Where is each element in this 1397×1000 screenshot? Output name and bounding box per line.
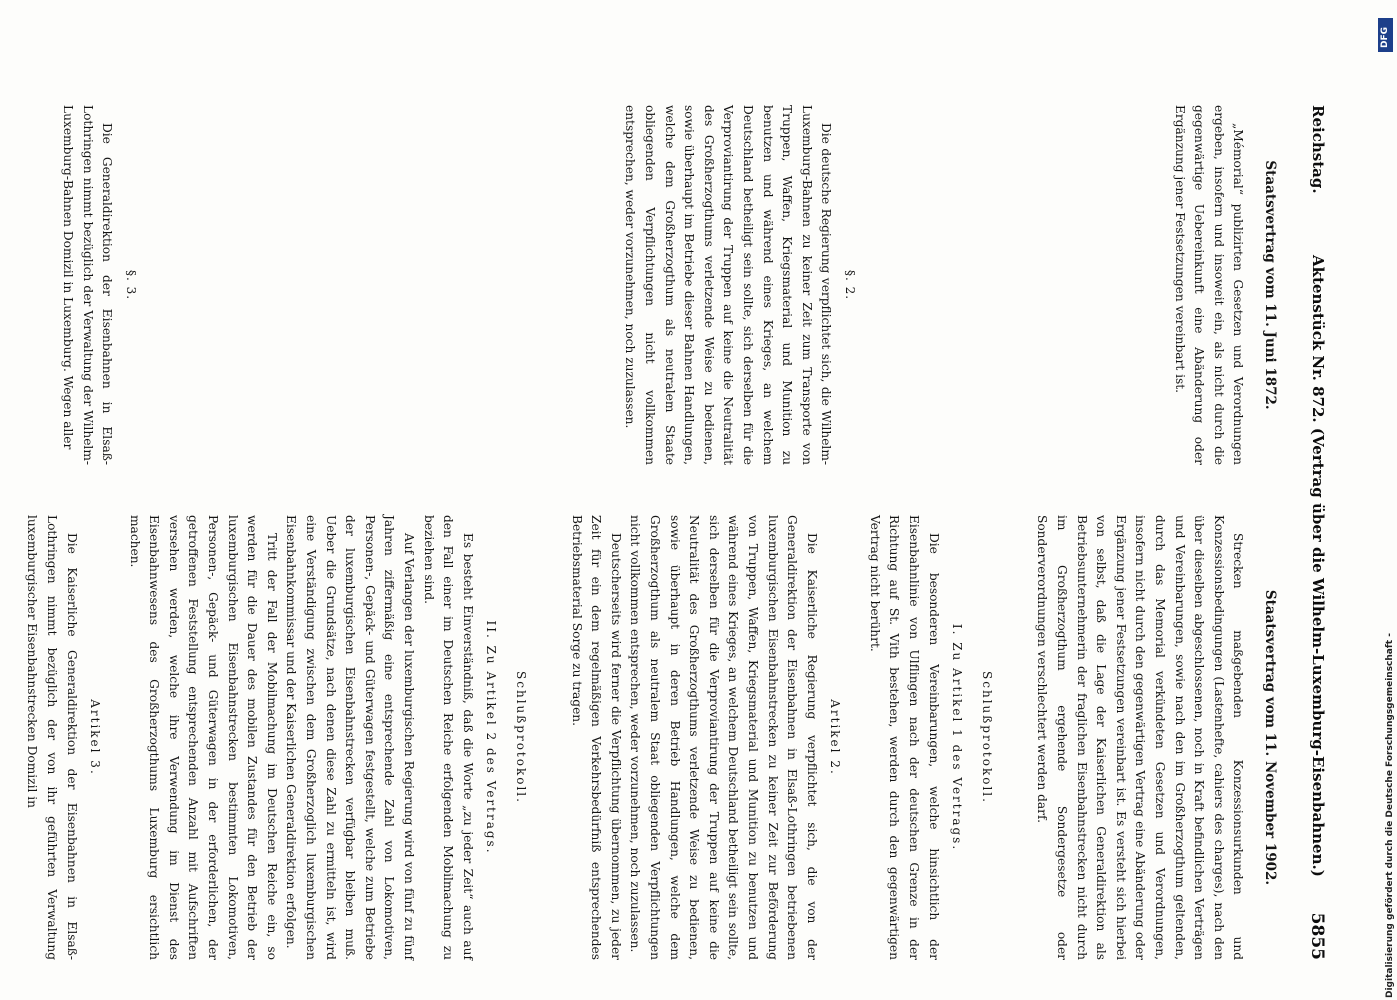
column-divider [85, 488, 1285, 489]
section-3-text: Die Generaldirektion der Eisenbahnen in Elsaß-Lothringen nimmt bezüglich der Verwaltung der Wilhelm-Luxemburg-Bahnen Domizil in Luxemburg. Wegen aller [61, 105, 115, 465]
dfg-stamp-text: Digitalisierung gefördert durch die Deutsche Forschungsgemeinschaft - [1385, 633, 1395, 998]
spacer [1006, 515, 1032, 960]
zu-artikel-1-heading: I. Zu Artikel 1 des Vertrags. [950, 623, 965, 852]
right-paragraph-7: Tritt der Fall der Mobilmachung im Deutschen Reiche ein, so werden für die Dauer des mobilen Zustandes für den Betrieb der luxemburgischen Eisenbahnstrecken bestimmten Lokomotiven, Personen-, Gepäck- und Güterwagen in der erforderlichen, der getroffenen Feststellung entsprechenden Anzahl mit Aufschriften versehen werden, welche ihre Verwendung im Dienst des Eisenbahnwesens des Großherzogthums Luxemburg ersichtlich machen. [127, 515, 279, 960]
right-column-title: Staatsvertrag vom 11. November 1902. [1262, 589, 1278, 886]
header-title: Aktenstück Nr. 872. (Vertrag über die Wilhelm-Luxemburg-Eisenbahnen.) [1309, 255, 1327, 877]
dfg-logo [1378, 18, 1393, 52]
spacer [114, 515, 124, 960]
section-2-heading: §. 2. [843, 269, 858, 301]
spacer [869, 105, 1169, 465]
spacer [150, 105, 620, 465]
protokoll-2-heading: Schlußprotokoll. [514, 671, 528, 804]
header-left: Reichstag. [1309, 105, 1327, 194]
spacer [854, 515, 864, 960]
section-2-text: Die deutsche Regierung verpflichtet sich, die Wilhelm-Luxemburg-Bahnen zu keiner Zeit zum Transporte von Truppen, Waffen, Kriegsmaterial und Munition zu benutzen und während eines Krieges, an welchem Deutschland betheiligt sein sollte, sich derselben für die Verproviantirung der Truppen auf keine die Neutralität des Großherzogthums verletzende Weise zu bedienen, sowie überhaupt im Betriebe dieser Bahnen Handlungen, welche dem Großherzogthum als neutralem Staate obliegenden Verpflichtungen nicht vollkommen entsprechen, weder vorzunehmen, noch zuzulassen. [623, 105, 834, 465]
artikel-3-heading: Artikel 3. [88, 699, 103, 776]
right-paragraph-8: Die Kaiserliche Generaldirektion der Eisenbahnen in Elsaß-Lothringen nimmt bezüglich der von ihr geführten Verwaltung luxemburgischer Eisenbahnstrecken Domizil in [25, 515, 79, 960]
dfg-stamp [1374, 8, 1396, 998]
page-header [1295, 105, 1335, 960]
right-paragraph-2: Die besonderen Vereinbarungen, welche hinsichtlich der Eisenbahnlinie von Ulflingen nach der deutschen Grenze in der Richtung auf St. Vith bestehen, werden durch den gegenwärtigen Vertrag nicht berührt. [867, 515, 941, 960]
dfg-logo-text: DFG [1380, 26, 1390, 48]
right-paragraph-6: Auf Verlangen der luxemburgischen Regierung wird von fünf zu fünf Jahren ziffermäßig eine entsprechende Zahl von Lokomotiven, Personen-, Gepäck- und Güterwagen festgestellt, welche zum Betriebe der luxemburgischen Eisenbahnstrecken verfügbar bleiben muß. Ueber die Grundsätze, nach denen diese Zahl zu ermitteln ist, wird eine Verständigung zwischen dem Großherzoglich luxemburgischen Eisenbahnkommissar und der Kaiserlichen Generaldirektion erfolgen. [284, 515, 417, 960]
zu-artikel-2-heading: II. Zu Artikel 2 des Vertrags. [484, 620, 499, 855]
left-paragraph-1: „Mémorial“ publizirten Gesetzen und Verordnungen ergeben, insofern und insoweit ein, als nicht durch die gegenwärtige Uebereinkunft eine Abänderung oder Ergänzung jener Festsetzungen vereinbart ist. [1172, 105, 1246, 465]
protokoll-1-heading: Schlußprotokoll. [979, 671, 994, 804]
right-paragraph-3: Die Kaiserliche Regierung verpflichtet sich, die von der Generaldirektion der Eisenbahnen in Elsaß-Lothringen betriebenen luxemburgischen Eisenbahnstrecken zu keiner Zeit zur Beförderung von Truppen, Waffen, Kriegsmaterial und Munition zu benutzen und während eines Krieges, an welchem Deutschland betheiligt sein sollte, sich derselben für die Verproviantirung der Truppen auf keine die Neutralität des Großherzogthums verletzende Weise zu bedienen, sowie überhaupt in deren Betrieb Handlungen, welche dem Großherzogthum als neutralem Staat obliegenden Verpflichtungen nicht vollkommen entsprechen, weder vorzunehmen, noch zuzulassen. [628, 515, 819, 960]
section-3-heading: §. 3. [123, 269, 138, 301]
artikel-2-heading: Artikel 2. [828, 699, 843, 776]
right-column [25, 515, 1285, 960]
right-paragraph-5: Es besteht Einverständniß, daß die Worte „zu jeder Zeit“ auch auf den Fall einer im Deutschen Reiche erfolgenden Mobilmachung zu beziehen sind. [421, 515, 475, 960]
page-number: 5855 [1307, 912, 1327, 960]
right-paragraph-4: Deutscherseits wird ferner die Verpflichtung übernommen, zu jeder Zeit für ein dem regelmäßigen Verkehrsbedürfniß entsprechendes Betriebsmaterial Sorge zu tragen. [569, 515, 623, 960]
left-column [55, 105, 1285, 465]
right-paragraph-1: Strecken maßgebenden Konzessionsurkunden und Konzessionsbedingungen (Lastenhefte, cahiers des charges), nach den über dieselben abgeschlossenen, noch in Kraft befindlichen Verträgen und Vereinbarungen, sowie nach den im Großherzogthum geltenden, durch das Memorial verkündeten Gesetzen und Verordnungen, insofern nicht durch den gegenwärtigen Vertrag eine Abänderung oder Ergänzung jener Festsetzungen vereinbart ist. Es versteht sich hierbei von selbst, daß die Lage der Kaiserlichen Generaldirektion als Betriebsunternehmerin der fraglichen Eisenbahnstrecken nicht durch im Großherzogthum ergehende Sondergesetze oder Sonderverordnungen verschlechtert werden darf. [1035, 515, 1246, 960]
spacer [540, 515, 566, 960]
left-column-title: Staatsvertrag vom 11. Juni 1872. [1262, 160, 1278, 410]
